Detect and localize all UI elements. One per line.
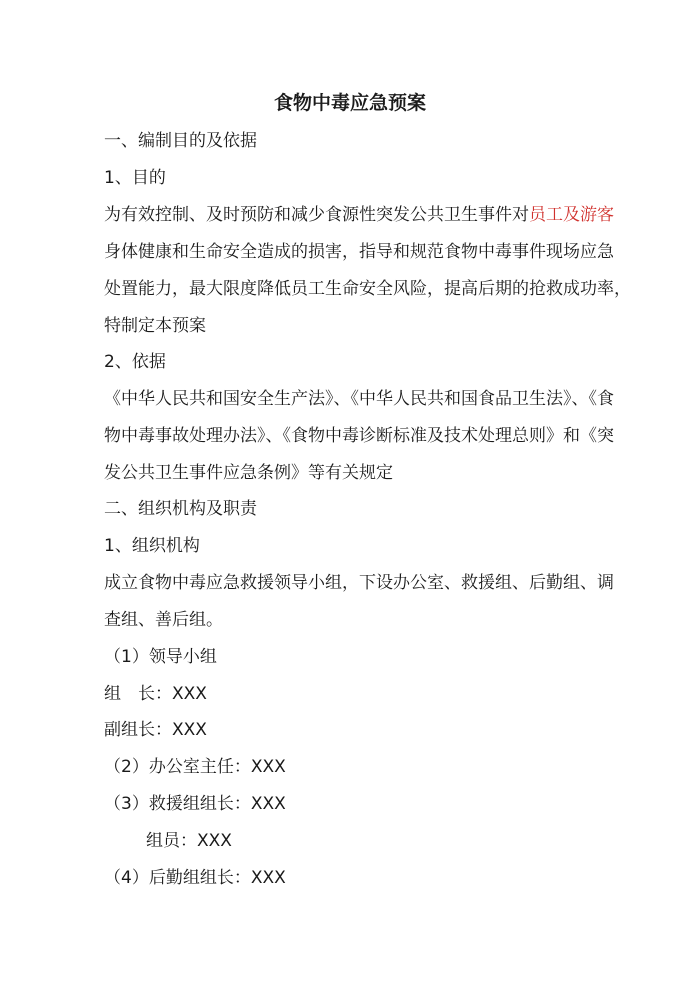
rescue-members-entry: 组员：XXX — [146, 831, 232, 851]
leader-group-heading: （1）领导小组 — [104, 647, 217, 667]
purpose-line-4: 特制定本预案 — [104, 316, 206, 336]
deputy-leader-entry: 副组长：XXX — [104, 720, 207, 740]
org-heading: 1、组织机构 — [104, 536, 200, 556]
org-line-1: 成立食物中毒应急救援领导小组，下设办公室、救援组、后勤组、调 — [104, 573, 614, 593]
purpose-line-1-prefix: 为有效控制、及时预防和减少食源性突发公共卫生事件对 — [104, 205, 529, 225]
rescue-leader-entry: （3）救援组组长：XXX — [104, 794, 286, 814]
purpose-line-3: 处置能力，最大限度降低员工生命安全风险，提高后期的抢救成功率， — [104, 279, 631, 299]
leader-entry: 组 长：XXX — [104, 684, 207, 704]
section-1-heading: 一、编制目的及依据 — [104, 131, 257, 151]
office-director-entry: （2）办公室主任：XXX — [104, 757, 286, 777]
basis-line-3: 发公共卫生事件应急条例》等有关规定 — [104, 463, 393, 483]
highlighted-target-text: 员工及游客 — [529, 205, 614, 225]
purpose-line-2: 身体健康和生命安全造成的损害，指导和规范食物中毒事件现场应急 — [104, 242, 614, 262]
purpose-heading: 1、目的 — [104, 168, 166, 188]
basis-heading: 2、依据 — [104, 352, 166, 372]
document-title: 食物中毒应急预案 — [273, 92, 426, 114]
logistics-leader-entry: （4）后勤组组长：XXX — [104, 868, 286, 888]
purpose-line-1 — [104, 203, 614, 227]
basis-line-1: 《中华人民共和国安全生产法》、《中华人民共和国食品卫生法》、《食 — [104, 389, 614, 409]
org-line-2: 查组、善后组。 — [104, 610, 223, 630]
basis-line-2: 物中毒事故处理办法》、《食物中毒诊断标准及技术处理总则》和《突 — [104, 426, 614, 446]
section-2-heading: 二、组织机构及职责 — [104, 499, 257, 519]
